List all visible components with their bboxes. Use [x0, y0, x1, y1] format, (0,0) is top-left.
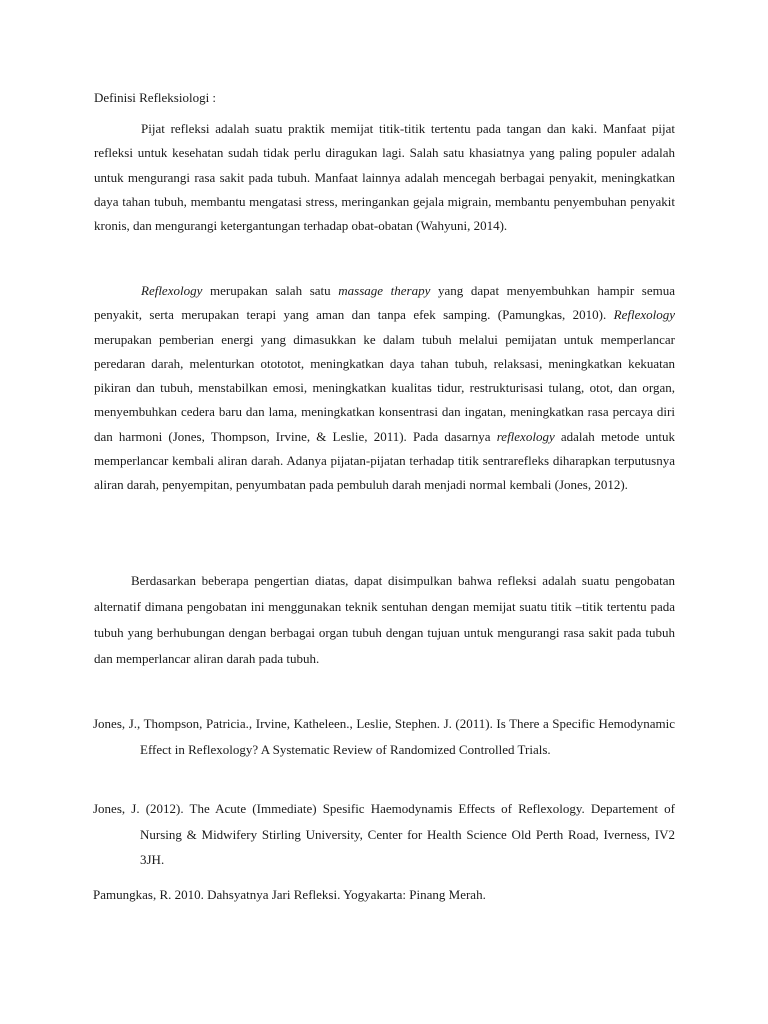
italic-term: Reflexology	[613, 307, 675, 323]
paragraph-text: adalah metode untuk memperlancar kembali aliran darah. Adanya pijatan-pijatan terhadap titik sentrarefleks diharapkan terputusnya aliran darah, penyempitan, penyumbatan pada pembuluh darah menjadi normal kembali (Jones, 2012).	[94, 428, 675, 493]
paragraph-reflexology	[94, 279, 675, 498]
paragraph-text: yang dapat menyembuhkan hampir semua penyakit, serta merupakan terapi yang aman dan tanpa efek samping. (Pamungkas, 2010).	[94, 283, 675, 323]
paragraph-definition: Pijat refleksi adalah suatu praktik memijat titik-titik tertentu pada tangan dan kaki. Manfaat pijat refleksi untuk kesehatan sudah tidak perlu diragukan lagi. Salah satu khasiatnya yang paling populer adalah untuk mengurangi rasa sakit pada tubuh. Manfaat lainnya adalah mencegah berbagai penyakit, meningkatkan daya tahan tubuh, membantu mengatasi stress, meringankan gejala migrain, membantu penyembuhan penyakit kronis, dan mengurangi ketergantungan terhadap obat-obatan (Wahyuni, 2014).	[94, 121, 675, 234]
paragraph-conclusion: Berdasarkan beberapa pengertian diatas, dapat disimpulkan bahwa refleksi adalah suatu pengobatan alternatif dimana pengobatan ini menggunakan teknik sentuhan dengan memijat suatu titik –titik tertentu pada tubuh yang berhubungan dengan berbagai organ tubuh dengan tujuan untuk mengurangi rasa sakit pada tubuh dan memperlancar aliran darah pada tubuh.	[94, 573, 675, 666]
reference-item: Jones, J., Thompson, Patricia., Irvine, Katheleen., Leslie, Stephen. J. (2011). Is There a Specific Hemodynamic Effect in Reflexology? A Systematic Review of Randomized Controlled Trials.	[93, 716, 675, 757]
italic-term: Reflexology	[141, 283, 203, 298]
paragraph-text: merupakan pemberian energi yang dimasukkan ke dalam tubuh melalui pemijatan untuk memperlancar peredaran darah, melenturkan otototot, meningkatkan daya tahan tubuh, relaksasi, meningkatkan kekuatan pikiran dan tubuh, menstabilkan emosi, meningkatkan kualitas tidur, restrukturisasi tulang, otot, dan organ, menyembuhkan cedera baru dan lama, meningkatkan konsentrasi dan ingatan, meningkatkan rasa percaya diri dan harmoni (Jones, Thompson, Irvine, & Leslie, 2011). Pada dasarnya	[94, 331, 675, 444]
paragraph-text: merupakan salah satu	[202, 283, 339, 298]
italic-term: reflexology	[496, 428, 555, 444]
italic-term: massage therapy	[338, 283, 431, 298]
page-title: Definisi Refleksiologi :	[94, 90, 217, 105]
reference-item: Pamungkas, R. 2010. Dahsyatnya Jari Refleksi. Yogyakarta: Pinang Merah.	[93, 887, 486, 902]
reference-item: Jones, J. (2012). The Acute (Immediate) Spesific Haemodynamis Effects of Reflexology. Departement of Nursing & Midwifery Stirling University, Center for Health Science Old Perth Road, Iverness, IV2 3JH.	[93, 801, 675, 867]
